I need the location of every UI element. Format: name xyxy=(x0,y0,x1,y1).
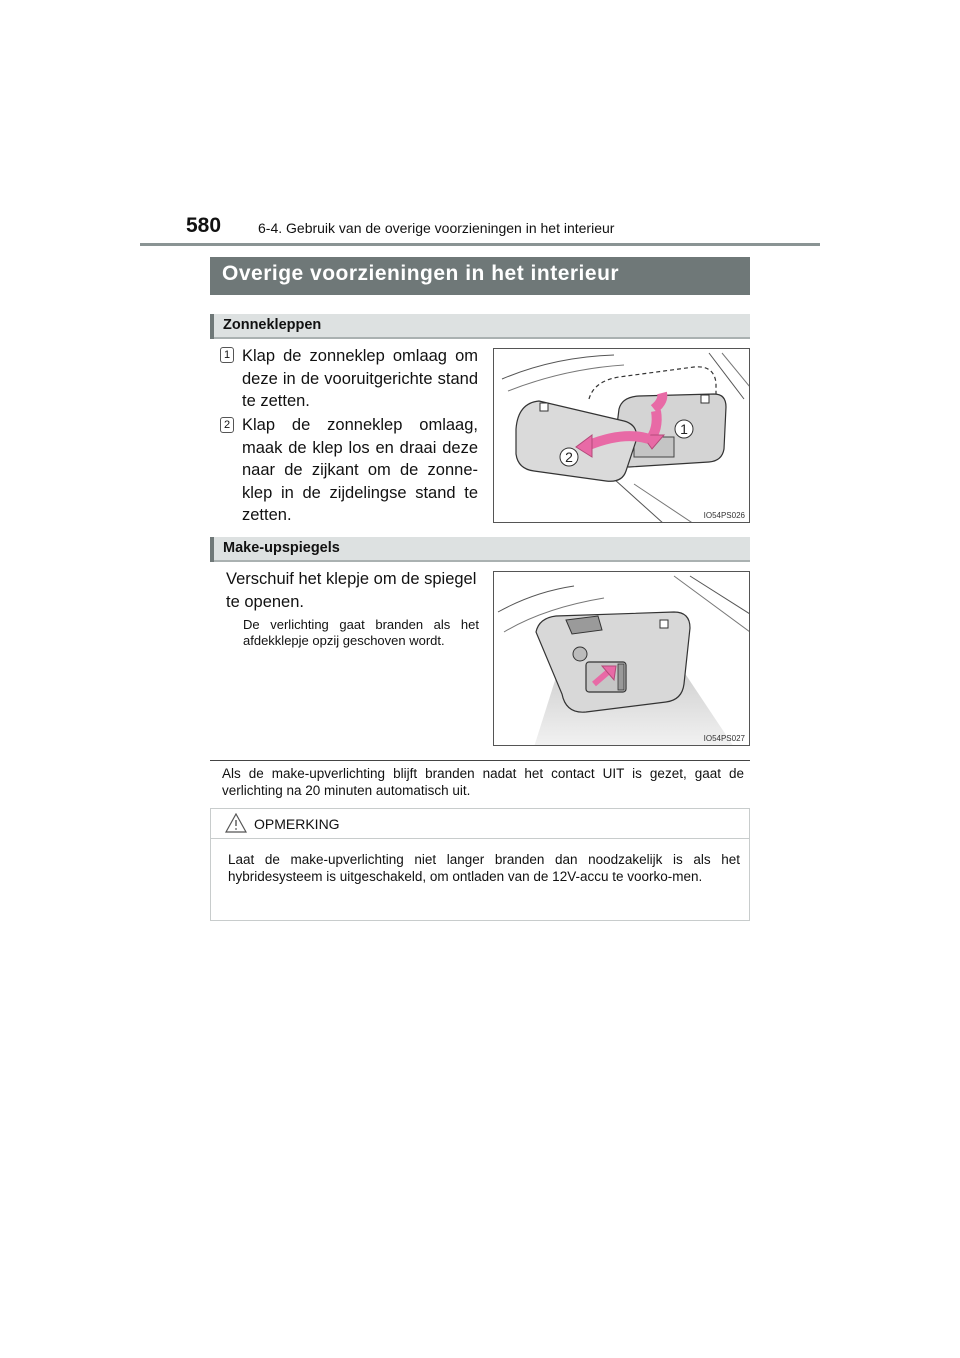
sun-visor-figure xyxy=(493,348,750,523)
running-header: 6-4. Gebruik van de overige voorzieningen in het interieur xyxy=(258,220,615,236)
figure-code: IO54PS026 xyxy=(703,511,745,520)
step-badge-1: 1 xyxy=(220,347,234,363)
vanity-mirror-illustration xyxy=(494,572,750,746)
callout-2: 2 xyxy=(565,449,573,465)
warning-triangle-icon xyxy=(225,813,247,833)
header-divider xyxy=(140,243,820,246)
notice-header xyxy=(211,809,749,839)
subsection-accent-bar xyxy=(210,537,214,562)
figure-code: IO54PS027 xyxy=(703,734,745,743)
subsection-accent-bar xyxy=(210,314,214,339)
note-text: Als de make-upverlichting blijft branden nadat het contact UIT is gezet, gaat de verlichting na 20 minuten automatisch uit. xyxy=(222,766,744,798)
subsection-heading-vanity-mirrors xyxy=(210,537,750,562)
subsection-label: Zonnekleppen xyxy=(223,317,322,333)
step-badge-2: 2 xyxy=(220,417,234,433)
notice-title: OPMERKING xyxy=(254,816,340,832)
mirror-instruction: Verschuif het klepje om de spiegel te openen. xyxy=(226,570,477,611)
subsection-heading-sun-visors xyxy=(210,314,750,339)
sun-visor-illustration xyxy=(494,349,750,523)
section-title: Overige voorzieningen in het interieur xyxy=(210,257,750,295)
notice-body: Laat de make-upverlichting niet langer branden dan noodzakelijk is als het hybridesysteem is uitgeschakeld, om ontladen van de 12V-accu te voorko-men. xyxy=(228,852,740,884)
step-text-2: Klap de zonneklep omlaag, maak de klep los en draai deze naar de zijkant om de zonne-klep in de zijdelingse stand te zetten. xyxy=(242,416,478,524)
note-divider xyxy=(210,760,750,761)
subsection-label: Make-upspiegels xyxy=(223,540,340,556)
notice-box xyxy=(210,808,750,921)
mirror-detail: De verlichting gaat branden als het afdekklepje opzij geschoven wordt. xyxy=(243,617,479,648)
callout-1: 1 xyxy=(680,421,688,437)
page-number: 580 xyxy=(186,214,222,237)
vanity-mirror-figure xyxy=(493,571,750,746)
step-text-1: Klap de zonneklep omlaag om deze in de vooruitgerichte stand te zetten. xyxy=(242,347,478,410)
